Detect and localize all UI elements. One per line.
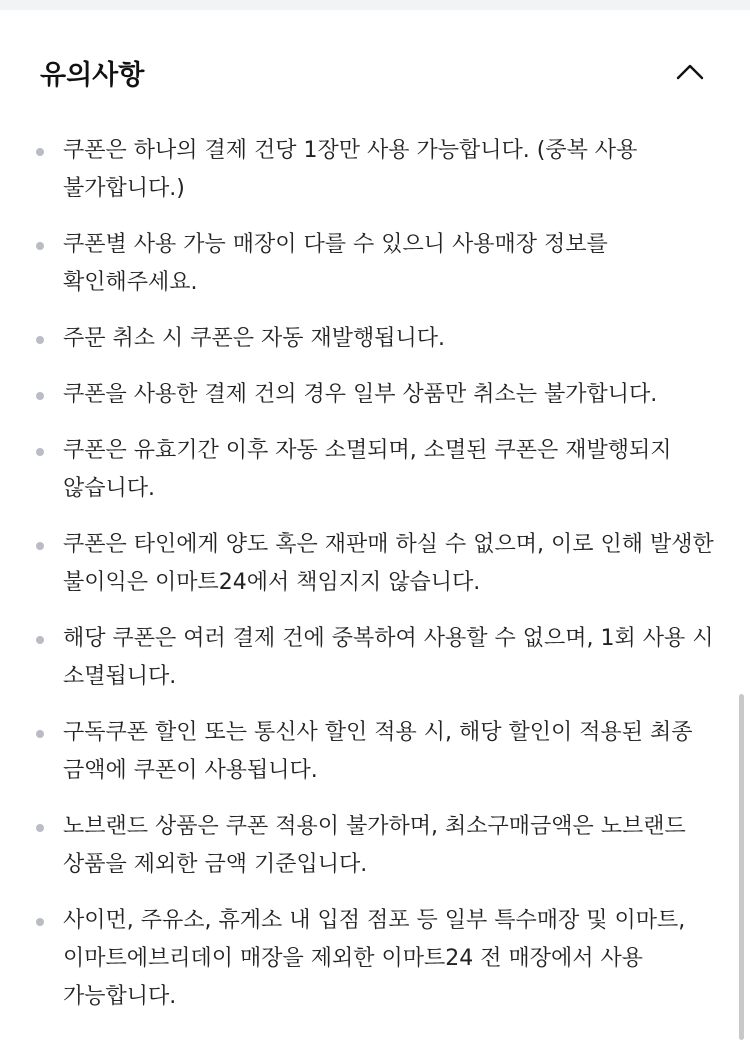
bullet-icon [36,636,44,644]
notice-text: 주문 취소 시 쿠폰은 자동 재발행됩니다. [63,326,445,351]
list-item [0,320,740,358]
list-item [0,714,740,790]
scrollbar-thumb[interactable] [739,694,744,1040]
bullet-icon [36,448,44,456]
notice-panel [0,10,750,1040]
bullet-icon [36,918,44,926]
list-item [0,808,740,884]
bullet-icon [36,824,44,832]
section-title: 유의사항 [40,59,145,91]
list-item [0,620,740,696]
notice-text: 해당 쿠폰은 여러 결제 건에 중복하여 사용할 수 없으며, 1회 사용 시 소멸됩니다. [63,626,714,689]
notice-text: 노브랜드 상품은 쿠폰 적용이 불가하며, 최소구매금액은 노브랜드 상품을 제외한 금액 기준입니다. [63,814,686,877]
notice-text: 구독쿠폰 할인 또는 통신사 할인 적용 시, 해당 할인이 적용된 최종 금액에 쿠폰이 사용됩니다. [63,720,693,783]
bullet-icon [36,336,44,344]
list-item [0,432,740,508]
notice-text: 쿠폰을 사용한 결제 건의 경우 일부 상품만 취소는 불가합니다. [63,382,658,407]
bullet-icon [36,542,44,550]
notice-list [0,132,740,1034]
list-item [0,902,740,1016]
notice-text: 쿠폰은 유효기간 이후 자동 소멸되며, 소멸된 쿠폰은 재발행되지 않습니다. [63,438,672,501]
top-divider-strip [0,0,750,10]
chevron-up-icon[interactable] [670,52,710,92]
notice-text: 쿠폰별 사용 가능 매장이 다를 수 있으니 사용매장 정보를 확인해주세요. [63,232,608,295]
list-item [0,376,740,414]
notice-text: 쿠폰은 타인에게 양도 혹은 재판매 하실 수 없으며, 이로 인해 발생한 불이익은 이마트24에서 책임지지 않습니다. [63,532,714,595]
list-item [0,132,740,208]
notice-section-header[interactable] [40,50,710,94]
notice-text: 쿠폰은 하나의 결제 건당 1장만 사용 가능합니다. (중복 사용 불가합니다.) [63,138,638,201]
bullet-icon [36,242,44,250]
bullet-icon [36,392,44,400]
bullet-icon [36,148,44,156]
bullet-icon [36,730,44,738]
list-item [0,526,740,602]
list-item [0,226,740,302]
notice-text: 사이먼, 주유소, 휴게소 내 입점 점포 등 일부 특수매장 및 이마트, 이마트에브리데이 매장을 제외한 이마트24 전 매장에서 사용 가능합니다. [63,908,686,1009]
